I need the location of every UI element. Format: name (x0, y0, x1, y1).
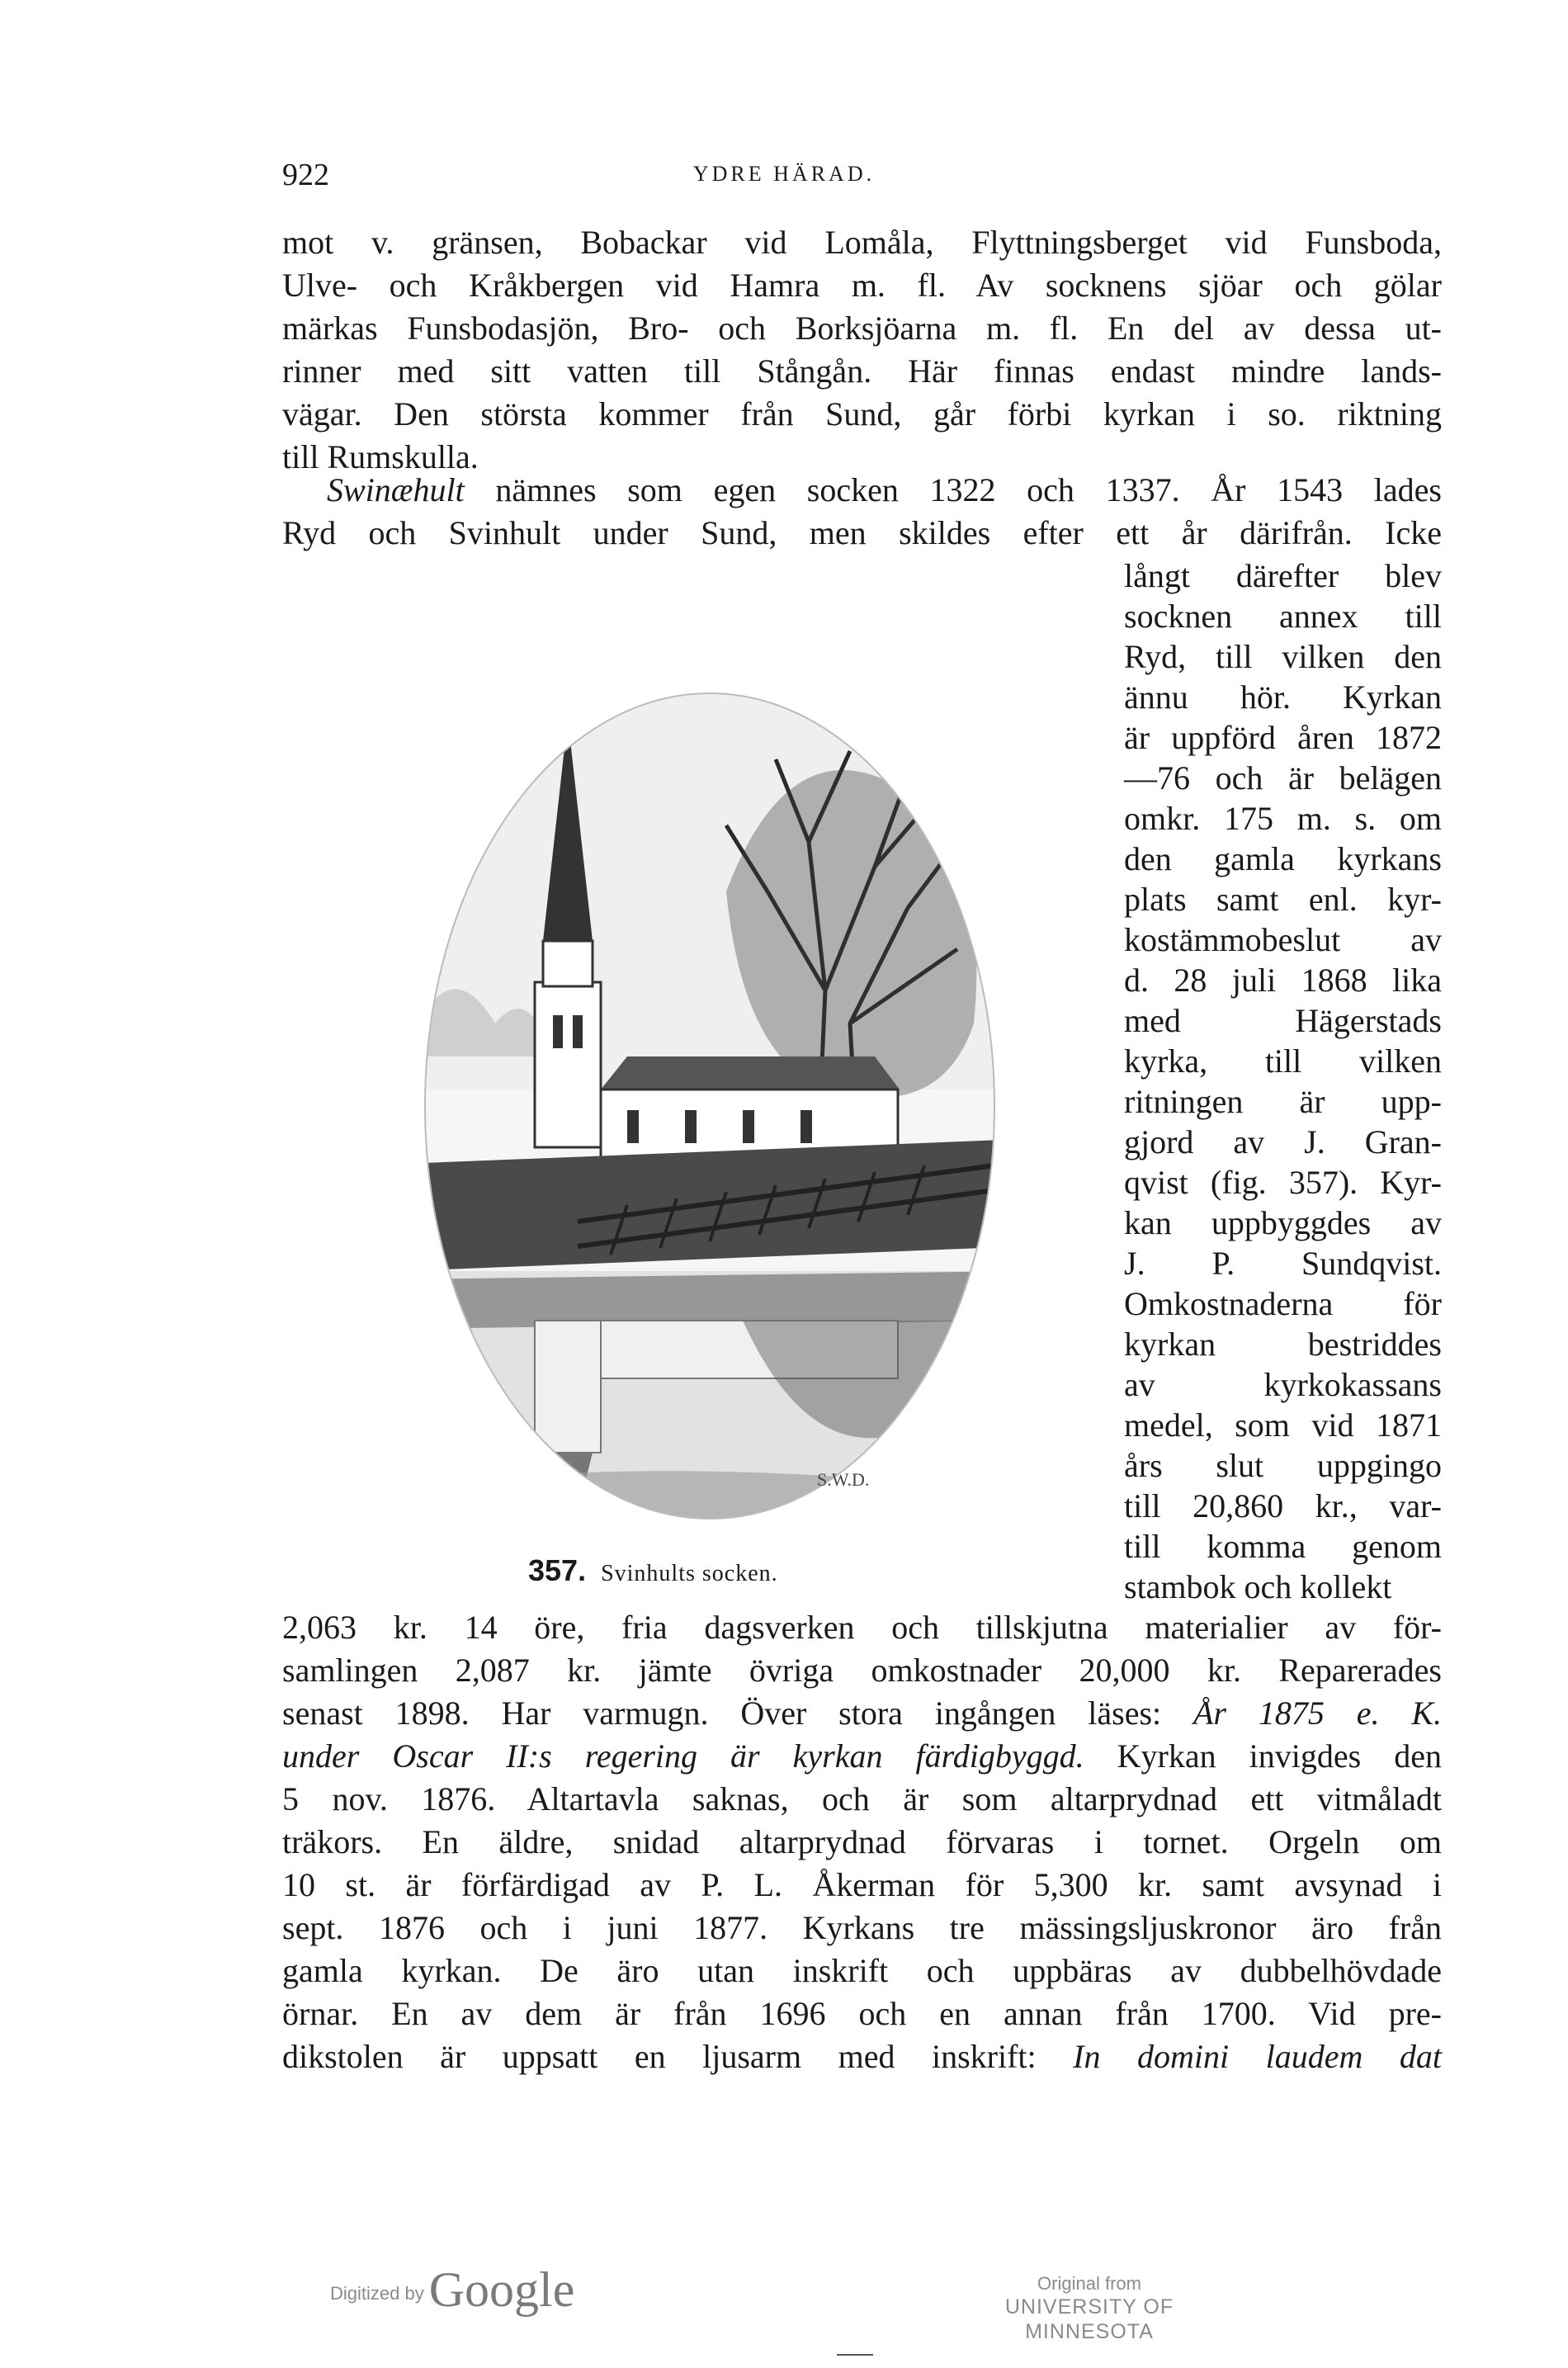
text-line: Ryd och Svinhult under Sund, men skildes efter ett år därifrån. Icke (282, 514, 1442, 551)
text-line: med Hägerstads (1124, 1002, 1442, 1039)
church-drawing (281, 594, 1106, 1585)
inscription-text: År 1875 e. K. (1193, 1694, 1442, 1732)
figure-caption (528, 1553, 778, 1588)
church-illustration (281, 594, 1106, 1585)
text-line: gjord av J. Gran- (1124, 1123, 1442, 1160)
text-line: kostämmobeslut av (1124, 921, 1442, 958)
text-line: omkr. 175 m. s. om (1124, 800, 1442, 837)
text-span: Kyrkan invigdes den (1084, 1737, 1442, 1775)
text-line: av kyrkokassans (1124, 1366, 1442, 1403)
text-line: d. 28 juli 1868 lika (1124, 962, 1442, 999)
text-line: J. P. Sundqvist. (1124, 1245, 1442, 1282)
inscription-text: under Oscar II:s regering är kyrkan färdigbyggd. (282, 1737, 1084, 1775)
text-line: qvist (fig. 357). Kyr- (1124, 1164, 1442, 1201)
text-line: den gamla kyrkans (1124, 840, 1442, 877)
text-line: ännu hör. Kyrkan (1124, 678, 1442, 716)
text-line: 5 nov. 1876. Altartavla saknas, och är som altarprydnad ett vitmåladt (282, 1780, 1442, 1817)
text-line: är uppförd åren 1872 (1124, 719, 1442, 756)
text-line (282, 1692, 1442, 1735)
text-line (282, 1735, 1442, 1778)
digitized-label: Digitized by (330, 2283, 424, 2304)
text-line: märkas Funsbodasjön, Bro- och Borksjöarna m. fl. En del av dessa ut- (282, 310, 1442, 347)
text-line: Ulve- och Kråkbergen vid Hamra m. fl. Av socknens sjöar och gölar (282, 267, 1442, 304)
text-span: nämnes som egen socken 1322 och 1337. År 1543 lades (464, 471, 1442, 508)
text-line: mot v. gränsen, Bobackar vid Lomåla, Flyttningsberget vid Funsboda, (282, 224, 1442, 261)
page-number: 922 (282, 158, 329, 192)
text-line: kyrkan bestriddes (1124, 1326, 1442, 1363)
text-line (282, 2035, 1442, 2078)
text-line: medel, som vid 1871 (1124, 1406, 1442, 1444)
text-line: stambok och kollekt (1124, 1568, 1392, 1605)
text-line: ritningen är upp- (1124, 1083, 1442, 1120)
parish-name: Swinæhult (327, 471, 465, 508)
text-line: till Rumskulla. (282, 438, 479, 475)
original-from-watermark (941, 2273, 1238, 2344)
original-from-label: Original from (1037, 2273, 1141, 2294)
text-line: socknen annex till (1124, 598, 1442, 635)
divider (837, 2354, 873, 2356)
text-line: samlingen 2,087 kr. jämte övriga omkostnader 20,000 kr. Reparerades (282, 1652, 1442, 1689)
google-logo: Google (428, 2262, 575, 2317)
text-line: —76 och är belägen (1124, 759, 1442, 796)
figure-caption-text: Svinhults socken. (601, 1561, 778, 1586)
text-line: träkors. En äldre, snidad altarprydnad förvaras i tornet. Orgeln om (282, 1823, 1442, 1860)
text-line (282, 469, 1442, 512)
text-line: gamla kyrkan. De äro utan inskrift och uppbäras av dubbelhövdade (282, 1952, 1442, 1989)
text-line: kan uppbyggdes av (1124, 1204, 1442, 1241)
text-line: års slut uppgingo (1124, 1447, 1442, 1484)
text-span: dikstolen är uppsatt en ljusarm med inskrift: (282, 2038, 1074, 2075)
text-line: plats samt enl. kyr- (1124, 881, 1442, 918)
text-line: långt därefter blev (1124, 557, 1442, 594)
text-line: örnar. En av dem är från 1696 och en annan från 1700. Vid pre- (282, 1995, 1442, 2032)
text-span: senast 1898. Har varmugn. Över stora ingången läses: (282, 1694, 1193, 1732)
text-line: Omkostnaderna för (1124, 1285, 1442, 1322)
artist-signature: S.W.D. (817, 1469, 870, 1490)
text-line: till 20,860 kr., var- (1124, 1487, 1442, 1524)
text-line: 10 st. är förfärdigad av P. L. Åkerman för 5,300 kr. samt avsynad i (282, 1866, 1442, 1903)
text-line: kyrka, till vilken (1124, 1042, 1442, 1080)
text-line: rinner med sitt vatten till Stångån. Här finnas endast mindre lands- (282, 352, 1442, 390)
running-title: YDRE HÄRAD. (692, 162, 876, 186)
university-label: UNIVERSITY OF MINNESOTA (1004, 2295, 1174, 2343)
figure-number: 357. (528, 1553, 587, 1587)
digitized-by-watermark (330, 2262, 574, 2318)
text-line: 2,063 kr. 14 öre, fria dagsverken och tillskjutna materialier av för- (282, 1609, 1442, 1646)
text-line: Ryd, till vilken den (1124, 638, 1442, 675)
text-line: vägar. Den största kommer från Sund, går förbi kyrkan i so. riktning (282, 395, 1442, 432)
text-line: till komma genom (1124, 1528, 1442, 1565)
text-line: sept. 1876 och i juni 1877. Kyrkans tre mässingsljuskronor äro från (282, 1909, 1442, 1946)
inscription-text: In domini laudem dat (1073, 2038, 1442, 2075)
